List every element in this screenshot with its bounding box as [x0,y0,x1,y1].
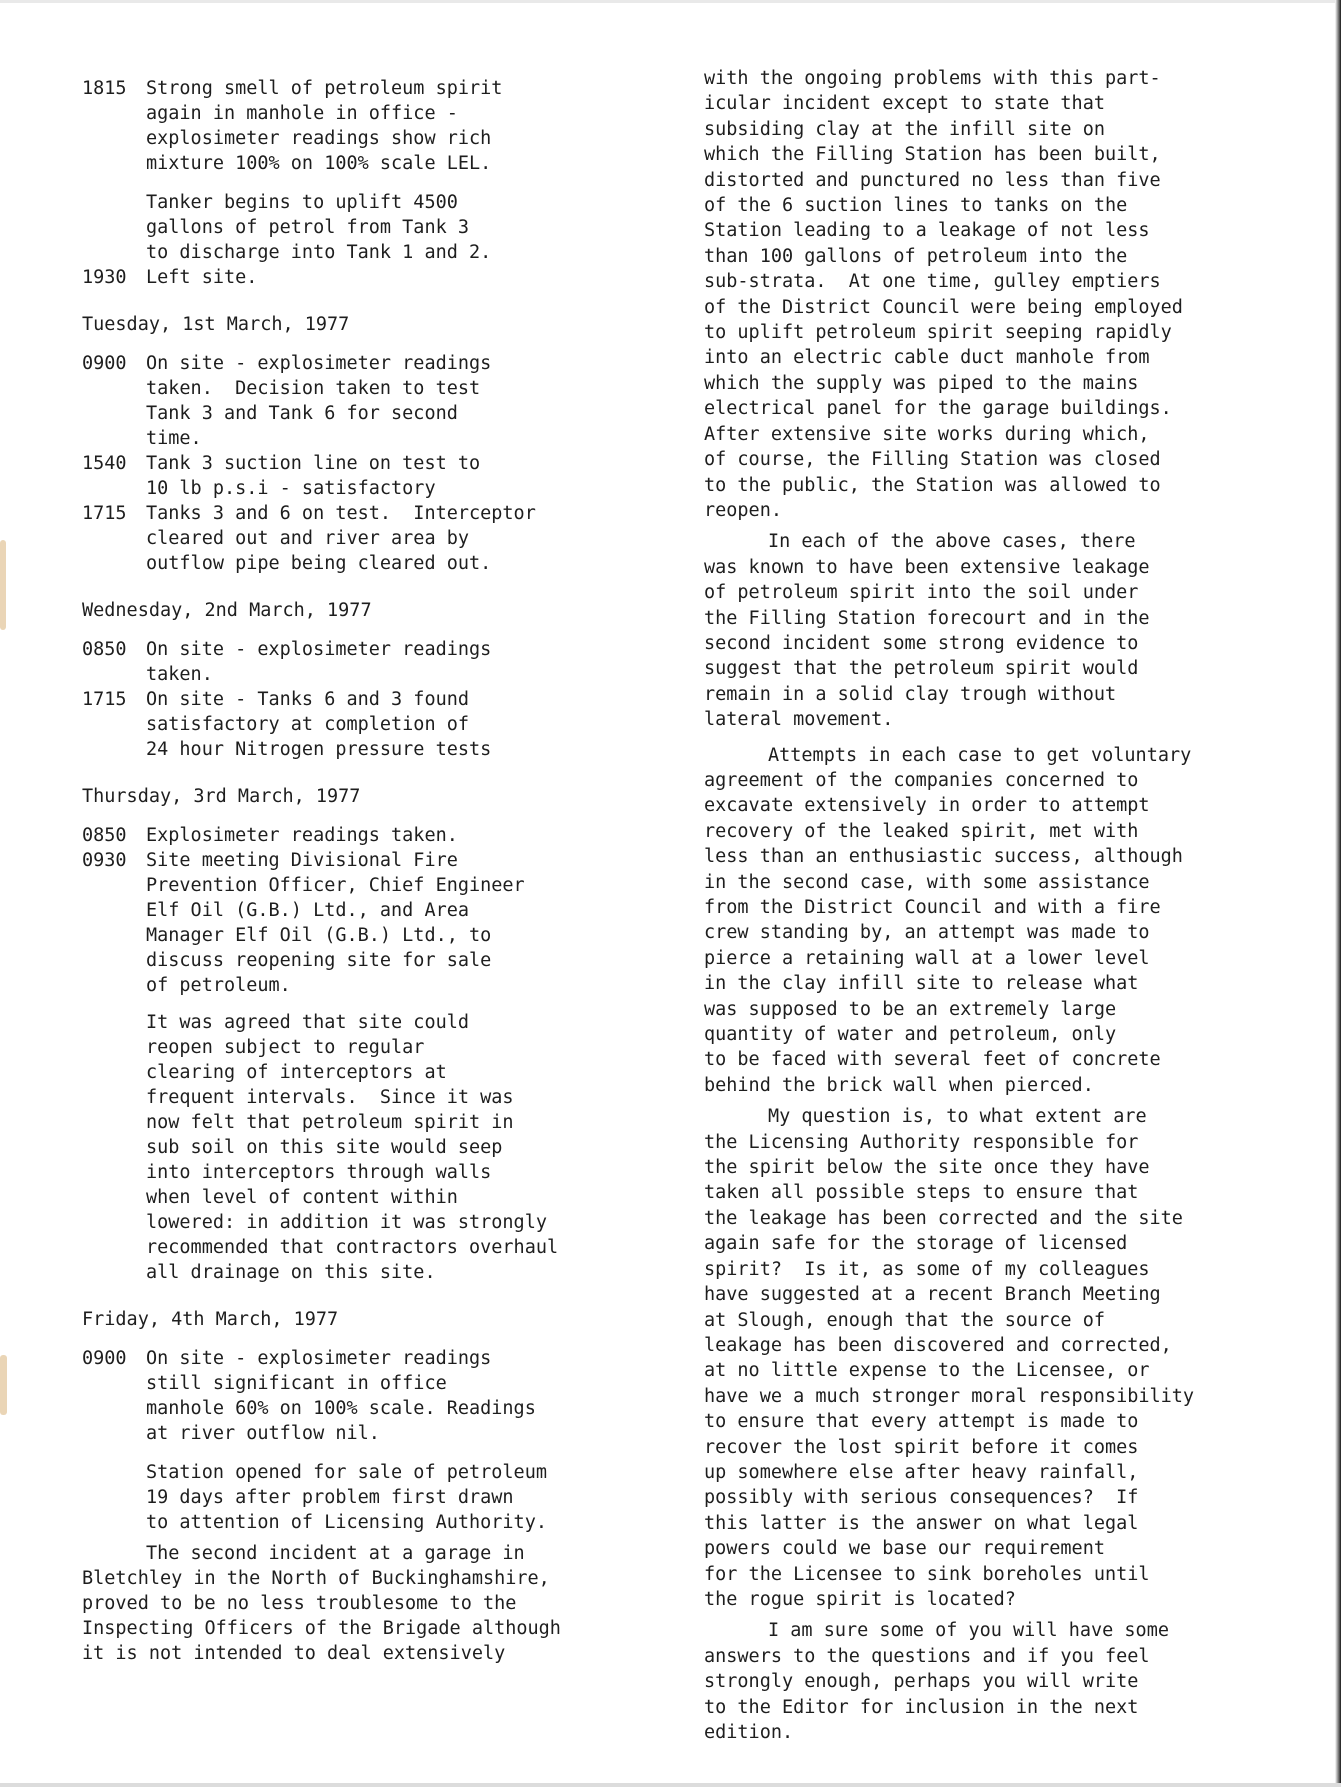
log-entry-text: On site - explosimeter readings [146,1348,492,1369]
paragraph-line: in the clay infill site to release what [704,973,1139,995]
paragraph-line: at no little expense to the Licensee, or [704,1360,1150,1382]
paragraph-line: of petroleum spirit into the soil under [704,582,1139,604]
log-entry-time: 1715 [82,689,127,710]
paragraph-line: into an electric cable duct manhole from [704,347,1150,369]
log-note-text: all drainage on this site. [146,1262,436,1283]
paragraph-line: was known to have been extensive leakage [704,556,1150,578]
log-entry-time: 0930 [82,850,127,871]
log-entry-text: Site meeting Divisional Fire [146,850,458,871]
paragraph-line: pierce a retaining wall at a lower level [704,947,1150,969]
log-note-text: to attention of Licensing Authority. [146,1512,547,1533]
log-entry-text: time. [146,428,202,449]
log-entry [82,501,642,576]
log-note [82,1460,642,1535]
paragraph-line: icular incident except to state that [704,93,1105,115]
paragraph-line: Inspecting Officers of the Brigade although [82,1618,561,1639]
paragraph-line: for the Licensee to sink boreholes until [704,1563,1150,1585]
paragraph-line: electrical panel for the garage buildings. [704,398,1172,420]
log-note-text: now felt that petroleum spirit in [146,1112,514,1133]
paragraph-line: possibly with serious consequences? If [704,1487,1139,1509]
log-entry-text: Tank 3 suction line on test to [146,453,481,474]
log-note-text: when level of content within [146,1187,458,1208]
paragraph-line: taken all possible steps to ensure that [704,1182,1139,1204]
page-top-edge [0,0,1341,3]
body-paragraph [704,743,1284,1099]
paragraph-line: which the supply was piped to the mains [704,372,1139,394]
paragraph-line: to ensure that every attempt is made to [704,1411,1139,1433]
log-note-text: frequent intervals. Since it was [146,1087,514,1108]
log-entry-text: at river outflow nil. [146,1423,380,1444]
log-entry [82,637,642,687]
body-paragraph [704,1618,1284,1745]
paragraph-line: have suggested at a recent Branch Meeting [704,1284,1161,1306]
paragraph-line: leakage has been discovered and corrected, [704,1334,1172,1356]
paragraph-line: up somewhere else after heavy rainfall, [704,1461,1139,1483]
paragraph-line: the rogue spirit is located? [704,1588,1016,1610]
log-note-text: reopen subject to regular [146,1037,425,1058]
log-note-text: Station opened for sale of petroleum [146,1462,547,1483]
paragraph-line: again safe for the storage of licensed [704,1233,1128,1255]
paragraph-line: of the District Council were being employed [704,296,1183,318]
paragraph-line: second incident some strong evidence to [704,632,1139,654]
paragraph-line: subsiding clay at the infill site on [704,118,1105,140]
paragraph-line: to uplift petroleum spirit seeping rapidly [704,322,1172,344]
paragraph-line: was supposed to be an extremely large [704,998,1117,1020]
log-entry-text: Elf Oil (G.B.) Ltd., and Area [146,900,470,921]
left-column [82,76,642,1666]
log-note [82,190,642,265]
paragraph-line: strongly enough, perhaps you will write [704,1671,1139,1693]
paragraph-line: answers to the questions and if you feel [704,1645,1150,1667]
log-entry-text: taken. [146,664,213,685]
body-paragraph [704,66,1284,523]
paragraph-line: sub-strata. At one time, gulley emptiers [704,271,1161,293]
log-note-text: lowered: in addition it was strongly [146,1212,547,1233]
log-entry-time: 1930 [82,267,127,288]
log-entry-text: discuss reopening site for sale [146,950,492,971]
log-entry-text: Explosimeter readings taken. [146,825,458,846]
log-note-text: to discharge into Tank 1 and 2. [146,242,492,263]
paragraph-line: the leakage has been corrected and the site [704,1207,1183,1229]
log-entry [82,451,642,501]
log-entry-text: outflow pipe being cleared out. [146,553,492,574]
body-paragraph [704,529,1284,732]
log-entry-text: Strong smell of petroleum spirit [146,78,503,99]
log-entry [82,351,642,451]
log-entry-text: On site - explosimeter readings [146,639,492,660]
paragraph-line: from the District Council and with a fire [704,897,1161,918]
log-entry-time: 1815 [82,78,127,99]
log-entry [82,823,642,848]
paragraph-line: Attempts in each case to get voluntary [768,744,1192,766]
paragraph-line: lateral movement. [704,709,894,731]
log-entry-text: On site - Tanks 6 and 3 found [146,689,470,710]
log-entry-text: explosimeter readings show rich [146,128,492,149]
date-heading: Friday, 4th March, 1977 [82,1309,339,1330]
binding-tape-mark-lower [0,1355,7,1415]
paragraph-line: reopen. [704,499,782,521]
log-entry [82,265,642,290]
log-entry-text: Left site. [146,267,258,288]
date-heading: Thursday, 3rd March, 1977 [82,786,361,807]
log-note-text: Tanker begins to uplift 4500 [146,192,458,213]
paragraph-line: with the ongoing problems with this part- [704,68,1161,89]
log-entry-text: cleared out and river area by [146,528,470,549]
paragraph-line: behind the brick wall when pierced. [704,1074,1094,1096]
paragraph-line: spirit? Is it, as some of my colleagues [704,1258,1150,1280]
log-entry-text: Tanks 3 and 6 on test. Interceptor [146,503,536,524]
paragraph-line: The second incident at a garage in [146,1543,525,1564]
paragraph-line: quantity of water and petroleum, only [704,1024,1117,1046]
log-entry-text: Tank 3 and Tank 6 for second [146,403,458,424]
paragraph-line: the Licensing Authority responsible for [704,1131,1139,1153]
log-entry [82,76,642,176]
log-entry [82,1346,642,1446]
log-note-text: It was agreed that site could [146,1012,470,1033]
log-entry [82,848,642,998]
paragraph-line: the Filling Station forecourt and in the [704,607,1150,629]
paragraph-line: than 100 gallons of petroleum into the [704,245,1128,267]
log-note-text: sub soil on this site would seep [146,1137,503,1158]
log-note-text: into interceptors through walls [146,1162,492,1183]
paragraph-line: this latter is the answer on what legal [704,1512,1139,1534]
body-paragraph [704,1104,1284,1612]
paragraph-line: In each of the above cases, there [768,531,1136,553]
paragraph-line: excavate extensively in order to attempt [704,795,1150,817]
paragraph-line: After extensive site works during which, [704,423,1150,445]
paragraph-line: to be faced with several feet of concrete [704,1049,1161,1071]
paragraph-line: to the public, the Station was allowed to [704,474,1161,496]
log-note-text: 19 days after problem first drawn [146,1487,514,1508]
paragraph-line: My question is, to what extent are [768,1106,1147,1128]
paragraph-line: to the Editor for inclusion in the next [704,1696,1139,1718]
paragraph-line: of course, the Filling Station was closed [704,449,1161,471]
log-entry-text: mixture 100% on 100% scale LEL. [146,153,492,174]
paragraph-line: Bletchley in the North of Buckinghamshire, [82,1568,550,1589]
page-bottom-edge [0,1783,1341,1787]
log-entry-text: satisfactory at completion of [146,714,470,735]
paragraph-line: recovery of the leaked spirit, met with [704,820,1139,842]
log-entry-text: taken. Decision taken to test [146,378,481,399]
log-note-text: gallons of petrol from Tank 3 [146,217,470,238]
log-note-text: recommended that contractors overhaul [146,1237,559,1258]
paragraph-line: edition. [704,1722,794,1743]
log-note-text: clearing of interceptors at [146,1062,447,1083]
page-right-edge-shadow [1335,0,1341,1787]
paragraph-line: have we a much stronger moral responsibility [704,1385,1195,1407]
paragraph-line: recover the lost spirit before it comes [704,1436,1139,1458]
paragraph-line: proved to be no less troublesome to the [82,1593,517,1614]
paragraph-line: remain in a solid clay trough without [704,683,1117,705]
paragraph-line: suggest that the petroleum spirit would [704,658,1139,680]
paragraph-line: less than an enthusiastic success, although [704,846,1183,868]
log-entry-time: 0850 [82,825,127,846]
closing-paragraph [82,1541,642,1666]
log-entry-text: of petroleum. [146,975,291,996]
right-column [704,66,1284,1751]
paragraph-line: distorted and punctured no less than five [704,169,1161,191]
log-entry-text: manhole 60% on 100% scale. Readings [146,1398,536,1419]
log-entry-text: again in manhole in office - [146,103,458,124]
date-heading: Wednesday, 2nd March, 1977 [82,600,372,621]
log-entry-text: 10 lb p.s.i - satisfactory [146,478,436,499]
paragraph-line: Station leading to a leakage of not less [704,220,1150,242]
log-entry-time: 0900 [82,1348,127,1369]
log-entry-text: 24 hour Nitrogen pressure tests [146,739,492,760]
paragraph-line: it is not intended to deal extensively [82,1643,506,1664]
paragraph-line: the spirit below the site once they have [704,1157,1150,1179]
log-entry-text: Prevention Officer, Chief Engineer [146,875,525,896]
paragraph-line: agreement of the companies concerned to [704,769,1139,791]
log-entry-text: On site - explosimeter readings [146,353,492,374]
log-entry-time: 0850 [82,639,127,660]
log-entry-time: 1540 [82,453,127,474]
log-entry [82,687,642,762]
log-entry-text: Manager Elf Oil (G.B.) Ltd., to [146,925,492,946]
paragraph-line: at Slough, enough that the source of [704,1309,1105,1331]
paragraph-line: crew standing by, an attempt was made to [704,922,1150,944]
log-entry-time: 1715 [82,503,127,524]
log-entry-time: 0900 [82,353,127,374]
paragraph-line: I am sure some of you will have some [768,1620,1169,1642]
log-note [82,1010,642,1285]
date-heading: Tuesday, 1st March, 1977 [82,314,350,335]
binding-tape-mark [0,540,6,630]
paragraph-line: powers could we base our requirement [704,1538,1105,1560]
log-entry-text: still significant in office [146,1373,447,1394]
paragraph-line: in the second case, with some assistance [704,871,1150,893]
paragraph-line: which the Filling Station has been built, [704,144,1161,166]
paragraph-line: of the 6 suction lines to tanks on the [704,195,1128,217]
